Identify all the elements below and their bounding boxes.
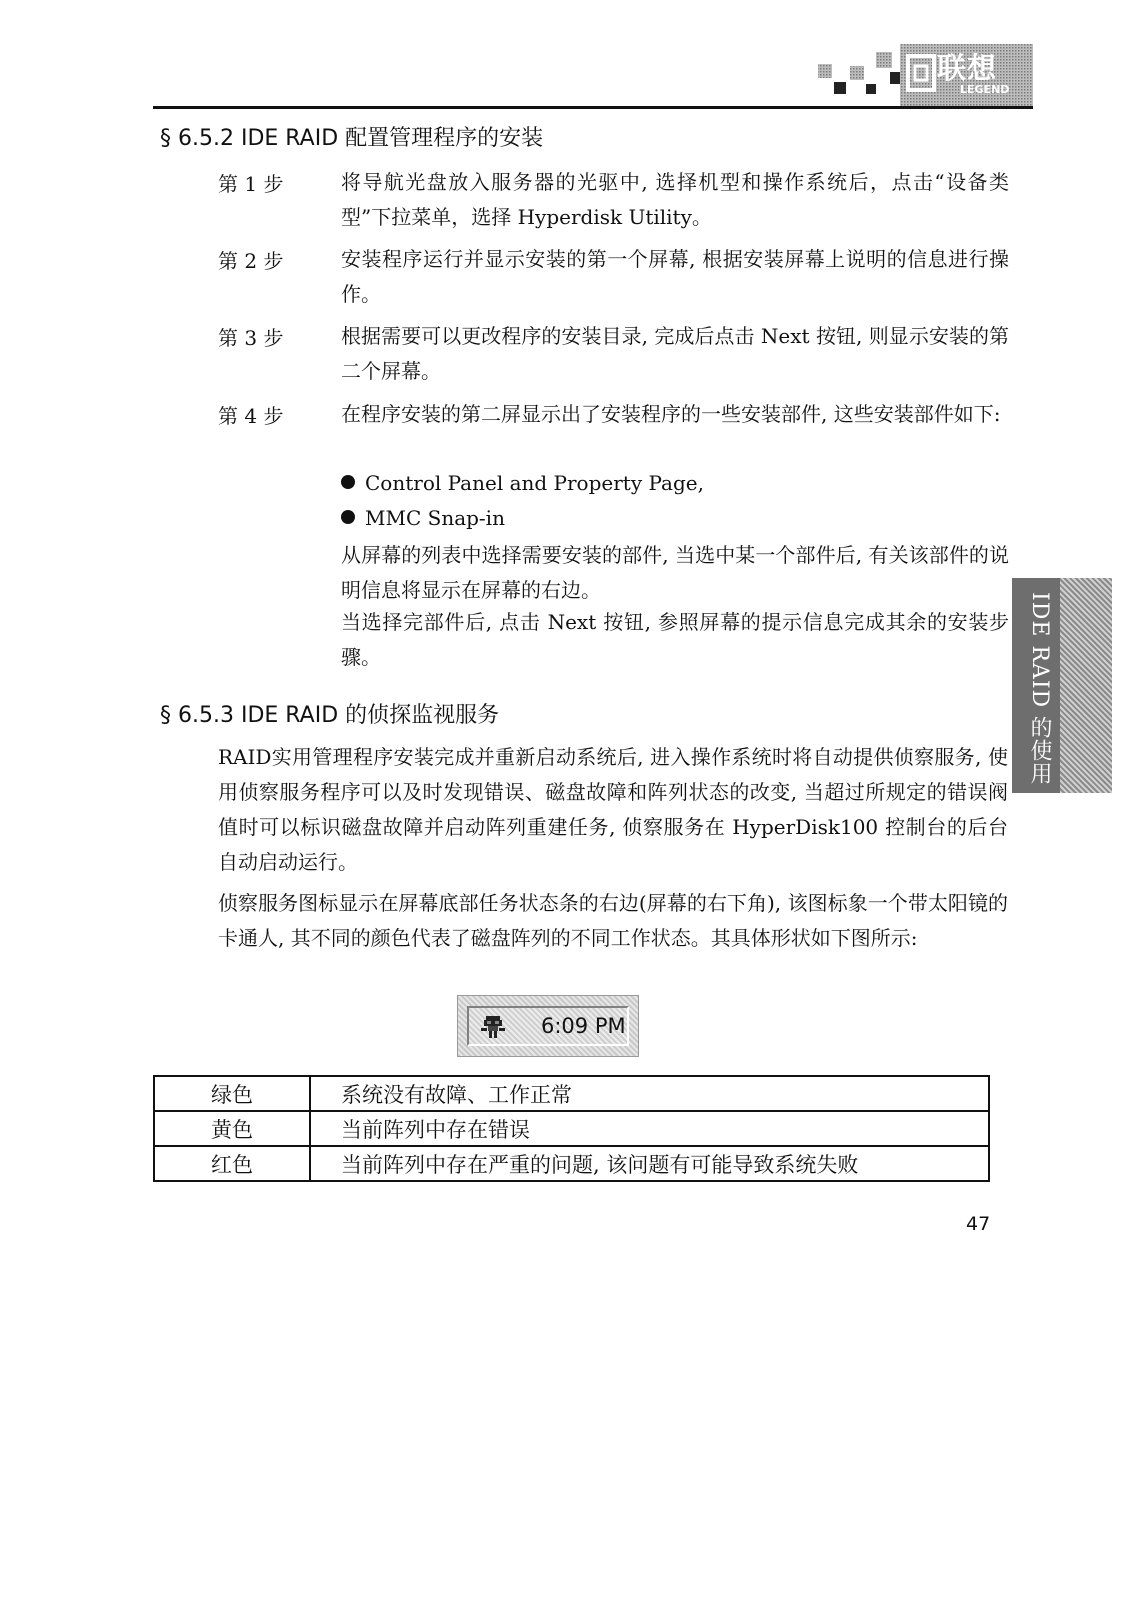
bullet-item [341, 471, 704, 495]
bullet-text: Control Panel and Property Page, [365, 471, 704, 495]
description-cell: 当前阵列中存在严重的问题, 该问题有可能导致系统失败 [310, 1146, 989, 1181]
step-text: 根据需要可以更改程序的安装目录, 完成后点击 Next 按钮, 则显示安装的第二个屏幕。 [341, 324, 1009, 383]
logo-text: 联想 [937, 51, 998, 85]
body-paragraph: 当选择完部件后, 点击 Next 按钮, 参照屏幕的提示信息完成其余的安装步骤。 [341, 610, 1009, 669]
color-cell: 黄色 [154, 1111, 310, 1146]
page-number: 47 [966, 1213, 991, 1235]
step-text: 将导航光盘放入服务器的光驱中, 选择机型和操作系统后，点击“设备类型”下拉菜单，选择 Hyperdisk Utility。 [341, 170, 1009, 229]
bullet-text: MMC Snap-in [365, 506, 505, 530]
logo-subtext: LEGEND [960, 83, 1010, 96]
tray-inner-panel [467, 1006, 629, 1046]
chapter-side-tab [1012, 578, 1112, 793]
table-row [154, 1146, 989, 1181]
step-text: 安装程序运行并显示安装的第一个屏幕, 根据安装屏幕上说明的信息进行操作。 [341, 247, 1009, 306]
raid-monitor-cartoon-icon [479, 1014, 507, 1040]
color-cell: 红色 [154, 1146, 310, 1181]
body-paragraph: RAID实用管理程序安装完成并重新启动系统后, 进入操作系统时将自动提供侦察服务, 使用侦察服务程序可以及时发现错误、磁盘故障和阵列状态的改变, 当超过所规定的错误阀值时可以标识磁盘故障并启动阵列重建任务, 侦察服务在 HyperDisk100 控制台的后台自动启动运行。 [218, 745, 1008, 874]
section-title-install: § 6.5.2 IDE RAID 配置管理程序的安装 [160, 126, 544, 151]
body-paragraph: 从屏幕的列表中选择需要安装的部件, 当选中某一个部件后, 有关该部件的说明信息将显示在屏幕的右边。 [341, 543, 1009, 602]
tray-clock: 6:09 PM [541, 1014, 626, 1038]
table-row [154, 1111, 989, 1146]
legend-logo [808, 44, 1033, 106]
color-cell: 绿色 [154, 1076, 310, 1111]
step-label: 第 2 步 [218, 249, 284, 273]
description-cell: 当前阵列中存在错误 [310, 1111, 989, 1146]
step-label: 第 3 步 [218, 326, 284, 350]
section-title-monitor: § 6.5.3 IDE RAID 的侦探监视服务 [160, 703, 500, 728]
table-row [154, 1076, 989, 1111]
side-tab-label: IDE RAID 的使用 [1027, 592, 1052, 786]
body-paragraph: 侦察服务图标显示在屏幕底部任务状态条的右边(屏幕的右下角), 该图标象一个带太阳镜的卡通人, 其不同的颜色代表了磁盘阵列的不同工作状态。其具体形状如下图所示: [218, 891, 1008, 950]
header-rule [153, 106, 1033, 109]
step-text: 在程序安装的第二屏显示出了安装程序的一些安装部件, 这些安装部件如下: [341, 402, 1001, 426]
bullet-dot-icon [341, 510, 355, 524]
step-label: 第 1 步 [218, 172, 284, 196]
step-label: 第 4 步 [218, 404, 284, 428]
taskbar-tray-screenshot [457, 995, 639, 1057]
status-color-table [153, 1075, 990, 1182]
bullet-item [341, 506, 505, 530]
bullet-dot-icon [341, 475, 355, 489]
description-cell: 系统没有故障、工作正常 [310, 1076, 989, 1111]
